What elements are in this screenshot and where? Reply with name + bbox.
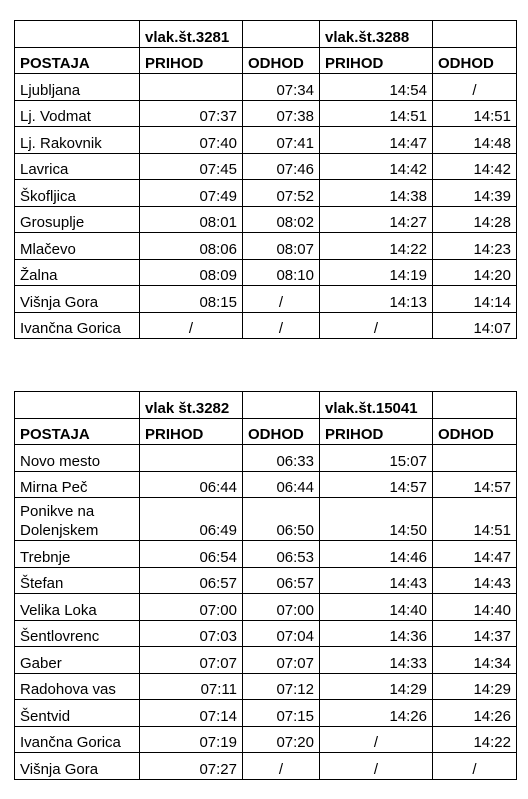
departure-time: 07:12 [243, 673, 320, 700]
arrival-time: 14:51 [320, 100, 433, 127]
timetable-body [15, 21, 517, 339]
station-name: Žalna [15, 259, 140, 286]
station-name: Šentlovrenc [15, 620, 140, 647]
station-name: Višnja Gora [15, 286, 140, 313]
station-name: Ivančna Gorica [15, 312, 140, 339]
station-name: Štefan [15, 567, 140, 594]
departure-time: / [433, 74, 517, 101]
arrival-time: 07:49 [140, 180, 243, 207]
empty-cell [243, 21, 320, 48]
arrival-time: 07:11 [140, 673, 243, 700]
station-name: Lj. Rakovnik [15, 127, 140, 154]
arrival-time: 14:33 [320, 647, 433, 674]
column-header: ODHOD [243, 47, 320, 74]
station-row [15, 445, 517, 472]
arrival-time: 14:50 [320, 498, 433, 541]
departure-time: 14:48 [433, 127, 517, 154]
column-header: PRIHOD [320, 47, 433, 74]
station-name: Grosuplje [15, 206, 140, 233]
arrival-time: / [320, 312, 433, 339]
column-header: ODHOD [433, 418, 517, 445]
arrival-time: 14:27 [320, 206, 433, 233]
arrival-time: 07:00 [140, 594, 243, 621]
train-number-row [15, 392, 517, 419]
arrival-time: 08:01 [140, 206, 243, 233]
arrival-time: 07:37 [140, 100, 243, 127]
train-number: vlak.št.3281 [140, 21, 243, 48]
timetable-1 [14, 20, 517, 339]
station-row [15, 153, 517, 180]
station-name: Šentvid [15, 700, 140, 727]
station-row [15, 206, 517, 233]
arrival-time: 07:19 [140, 726, 243, 753]
departure-time: 07:00 [243, 594, 320, 621]
departure-time: 07:07 [243, 647, 320, 674]
departure-time: 07:41 [243, 127, 320, 154]
empty-cell [15, 21, 140, 48]
arrival-time: 14:29 [320, 673, 433, 700]
departure-time: / [433, 753, 517, 780]
departure-time: 14:39 [433, 180, 517, 207]
column-header: PRIHOD [140, 418, 243, 445]
station-row [15, 753, 517, 780]
arrival-time: 14:57 [320, 471, 433, 498]
departure-time: 14:20 [433, 259, 517, 286]
station-row [15, 233, 517, 260]
departure-time: 14:34 [433, 647, 517, 674]
arrival-time [140, 445, 243, 472]
arrival-time: 14:42 [320, 153, 433, 180]
arrival-time: 07:45 [140, 153, 243, 180]
column-header: POSTAJA [15, 47, 140, 74]
station-row [15, 74, 517, 101]
departure-time: 14:28 [433, 206, 517, 233]
arrival-time [140, 74, 243, 101]
station-name: Lj. Vodmat [15, 100, 140, 127]
departure-time: 14:40 [433, 594, 517, 621]
station-row [15, 498, 517, 541]
departure-time: 14:47 [433, 541, 517, 568]
arrival-time: 14:19 [320, 259, 433, 286]
station-row [15, 594, 517, 621]
station-row [15, 673, 517, 700]
departure-time: 07:34 [243, 74, 320, 101]
station-row [15, 471, 517, 498]
arrival-time: / [320, 753, 433, 780]
train-number: vlak št.3282 [140, 392, 243, 419]
arrival-time: 06:44 [140, 471, 243, 498]
station-row [15, 180, 517, 207]
station-name: Trebnje [15, 541, 140, 568]
arrival-time: 14:46 [320, 541, 433, 568]
station-name: Gaber [15, 647, 140, 674]
departure-time: 14:51 [433, 498, 517, 541]
departure-time: 07:52 [243, 180, 320, 207]
station-row [15, 567, 517, 594]
column-header: POSTAJA [15, 418, 140, 445]
departure-time: 14:14 [433, 286, 517, 313]
departure-time: / [243, 312, 320, 339]
column-header: ODHOD [433, 47, 517, 74]
arrival-time: 07:27 [140, 753, 243, 780]
arrival-time: 06:54 [140, 541, 243, 568]
arrival-time: 14:22 [320, 233, 433, 260]
departure-time: 06:53 [243, 541, 320, 568]
departure-time: 14:51 [433, 100, 517, 127]
empty-cell [15, 392, 140, 419]
departure-time: / [243, 286, 320, 313]
departure-time: 07:20 [243, 726, 320, 753]
departure-time: 08:02 [243, 206, 320, 233]
empty-cell [243, 392, 320, 419]
departure-time: 14:37 [433, 620, 517, 647]
station-row [15, 127, 517, 154]
station-row [15, 100, 517, 127]
station-name: Mirna Peč [15, 471, 140, 498]
station-row [15, 541, 517, 568]
arrival-time: 06:49 [140, 498, 243, 541]
header-row [15, 47, 517, 74]
arrival-time: 08:15 [140, 286, 243, 313]
station-name: Novo mesto [15, 445, 140, 472]
departure-time: 06:44 [243, 471, 320, 498]
arrival-time: 14:54 [320, 74, 433, 101]
station-name: Lavrica [15, 153, 140, 180]
arrival-time: 14:26 [320, 700, 433, 727]
departure-time: 06:33 [243, 445, 320, 472]
departure-time: 07:38 [243, 100, 320, 127]
empty-cell [433, 21, 517, 48]
train-number-row [15, 21, 517, 48]
arrival-time: 06:57 [140, 567, 243, 594]
station-name: Višnja Gora [15, 753, 140, 780]
arrival-time: 07:03 [140, 620, 243, 647]
departure-time: 07:04 [243, 620, 320, 647]
empty-cell [433, 392, 517, 419]
arrival-time: 14:38 [320, 180, 433, 207]
station-row [15, 286, 517, 313]
station-name: Ponikve na Dolenjskem [15, 498, 140, 541]
departure-time: 14:42 [433, 153, 517, 180]
station-name: Ljubljana [15, 74, 140, 101]
departure-time: 06:50 [243, 498, 320, 541]
station-row [15, 312, 517, 339]
departure-time: 14:23 [433, 233, 517, 260]
station-row [15, 700, 517, 727]
station-name: Mlačevo [15, 233, 140, 260]
timetable-2 [14, 391, 517, 780]
arrival-time: 14:40 [320, 594, 433, 621]
header-row [15, 418, 517, 445]
departure-time: 14:29 [433, 673, 517, 700]
arrival-time: / [140, 312, 243, 339]
train-number: vlak.št.15041 [320, 392, 433, 419]
departure-time: / [243, 753, 320, 780]
column-header: PRIHOD [140, 47, 243, 74]
arrival-time: 14:36 [320, 620, 433, 647]
departure-time: 06:57 [243, 567, 320, 594]
column-header: ODHOD [243, 418, 320, 445]
arrival-time: 14:43 [320, 567, 433, 594]
station-row [15, 259, 517, 286]
station-name: Ivančna Gorica [15, 726, 140, 753]
departure-time: 07:46 [243, 153, 320, 180]
arrival-time: 08:09 [140, 259, 243, 286]
departure-time: 14:57 [433, 471, 517, 498]
station-name: Radohova vas [15, 673, 140, 700]
arrival-time: 07:07 [140, 647, 243, 674]
arrival-time: 08:06 [140, 233, 243, 260]
column-header: PRIHOD [320, 418, 433, 445]
station-name: Velika Loka [15, 594, 140, 621]
timetable-body [15, 392, 517, 780]
station-row [15, 726, 517, 753]
arrival-time: 14:47 [320, 127, 433, 154]
arrival-time: 07:14 [140, 700, 243, 727]
departure-time: 07:15 [243, 700, 320, 727]
departure-time [433, 445, 517, 472]
departure-time: 14:43 [433, 567, 517, 594]
station-row [15, 620, 517, 647]
arrival-time: / [320, 726, 433, 753]
train-number: vlak.št.3288 [320, 21, 433, 48]
arrival-time: 07:40 [140, 127, 243, 154]
departure-time: 14:22 [433, 726, 517, 753]
station-row [15, 647, 517, 674]
arrival-time: 14:13 [320, 286, 433, 313]
departure-time: 08:10 [243, 259, 320, 286]
departure-time: 14:26 [433, 700, 517, 727]
station-name: Škofljica [15, 180, 140, 207]
arrival-time: 15:07 [320, 445, 433, 472]
departure-time: 14:07 [433, 312, 517, 339]
departure-time: 08:07 [243, 233, 320, 260]
